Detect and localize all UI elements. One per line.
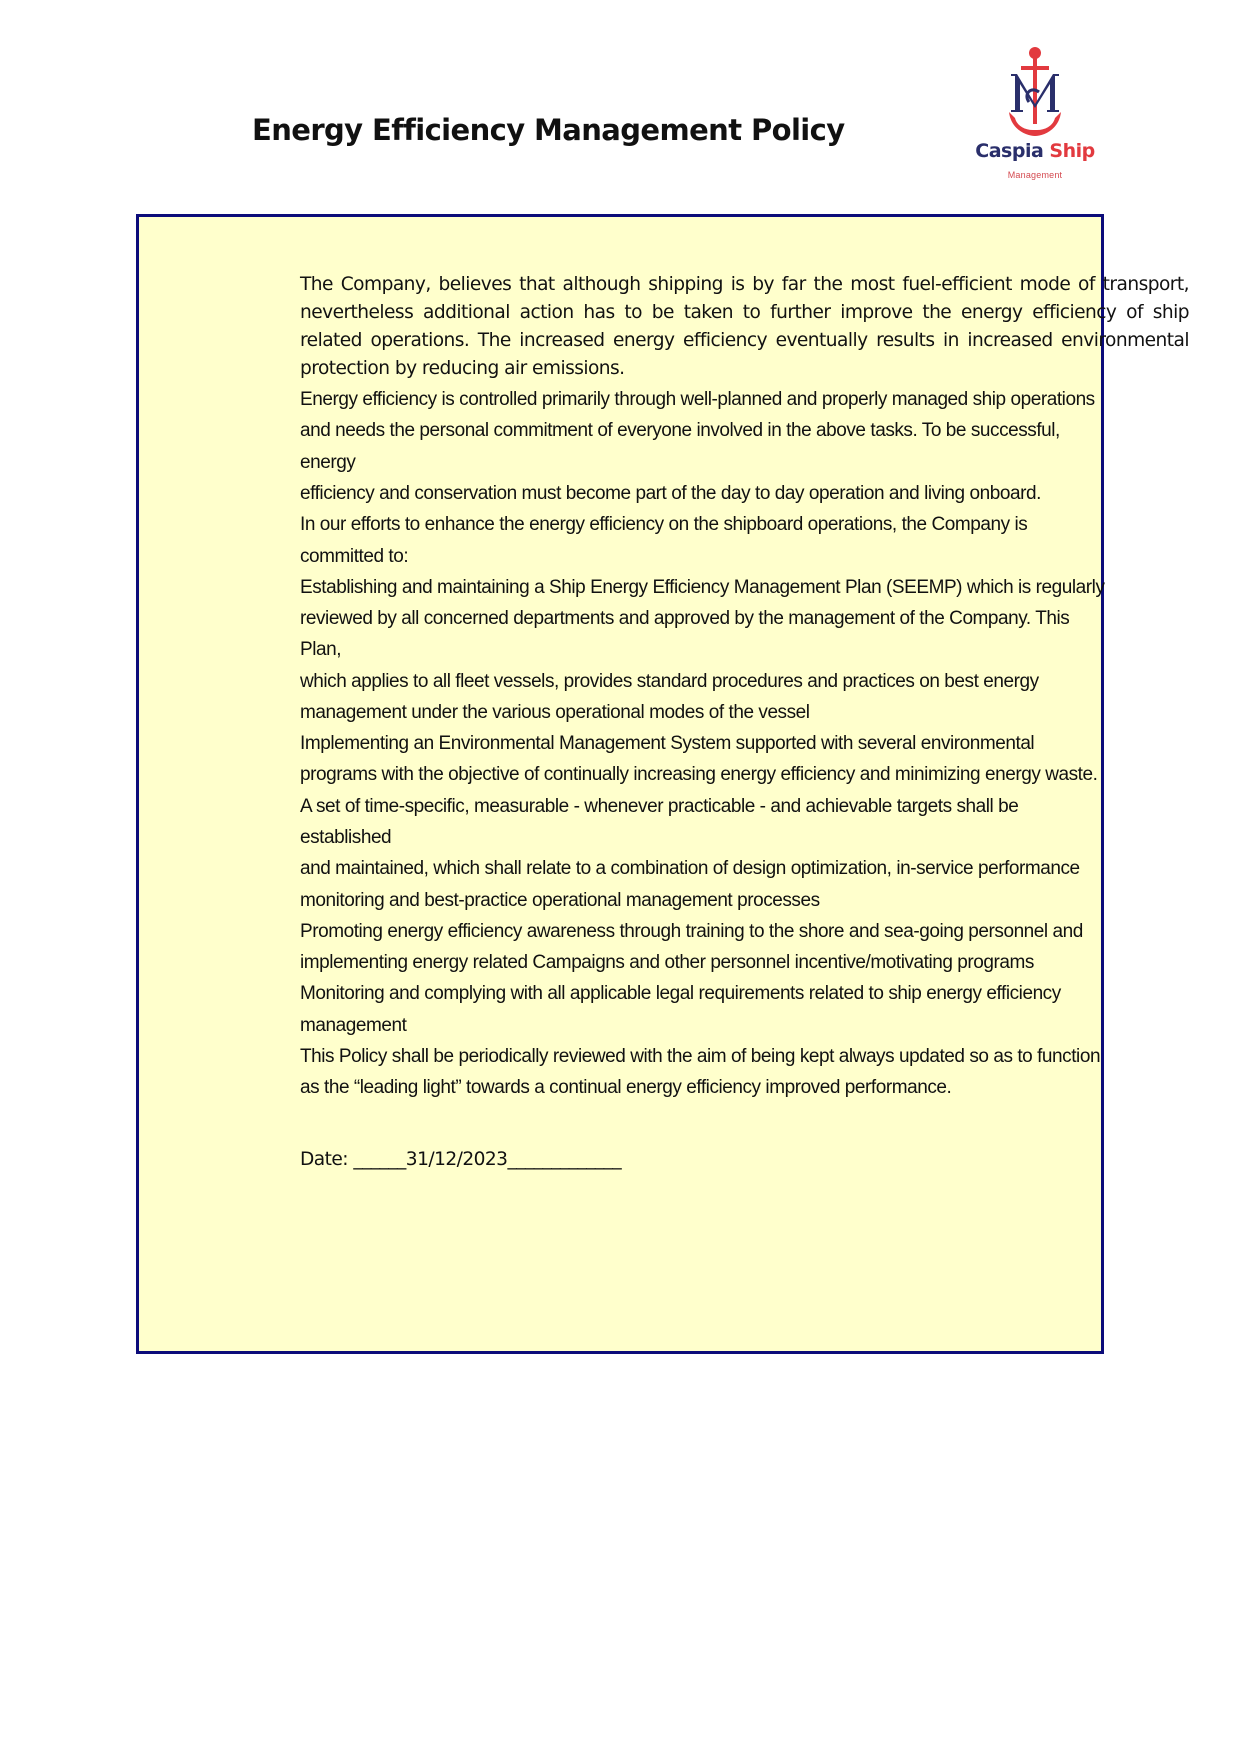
policy-line: reviewed by all concerned departments and approved by the management of the Company. This bbox=[300, 608, 1070, 629]
logo-name-part1: Caspia bbox=[975, 140, 1044, 162]
company-logo bbox=[960, 46, 1110, 186]
policy-line: The Company, believes that although shipping is by far the most fuel-efficient mode of transport, bbox=[300, 274, 1189, 295]
policy-line: Monitoring and complying with all applicable legal requirements related to ship energy efficiency bbox=[300, 983, 1061, 1004]
page-title: Energy Efficiency Management Policy bbox=[252, 113, 845, 147]
policy-line: as the “leading light” towards a continual energy efficiency improved performance. bbox=[300, 1077, 952, 1098]
date-line: Date: ______31/12/2023_____________ bbox=[300, 1149, 622, 1170]
logo-name-part2: Ship bbox=[1049, 140, 1095, 162]
policy-box bbox=[136, 214, 1189, 1354]
policy-line: Energy efficiency is controlled primarily through well-planned and properly managed ship operations bbox=[300, 389, 1095, 410]
policy-line: protection by reducing air emissions. bbox=[300, 358, 625, 379]
policy-line: and maintained, which shall relate to a combination of design optimization, in-service performance bbox=[300, 858, 1080, 879]
policy-line: management under the various operational modes of the vessel bbox=[300, 702, 810, 723]
policy-line: which applies to all fleet vessels, provides standard procedures and practices on best energy bbox=[300, 671, 1039, 692]
logo-subtitle: Management bbox=[1007, 170, 1063, 180]
policy-line: In our efforts to enhance the energy efficiency on the shipboard operations, the Company is bbox=[300, 514, 1028, 535]
policy-line: Implementing an Environmental Management System supported with several environmental bbox=[300, 733, 1035, 754]
anchor-logo-icon bbox=[1003, 46, 1067, 138]
policy-line: Plan, bbox=[300, 639, 342, 660]
policy-line: A set of time-specific, measurable - whenever practicable - and achievable targets shall be bbox=[300, 796, 1019, 817]
policy-line: This Policy shall be periodically reviewed with the aim of being kept always updated so as to function bbox=[300, 1046, 1101, 1067]
policy-line: established bbox=[300, 827, 392, 848]
policy-line: Promoting energy efficiency awareness through training to the shore and sea-going personnel and bbox=[300, 921, 1083, 942]
policy-line: committed to: bbox=[300, 546, 409, 567]
policy-line: efficiency and conservation must become part of the day to day operation and living onboard. bbox=[300, 483, 1041, 504]
policy-line: and needs the personal commitment of everyone involved in the above tasks. To be successful, bbox=[300, 420, 1060, 441]
logo-wordmark bbox=[960, 140, 1110, 162]
policy-line: related operations. The increased energy efficiency eventually results in increased environmental bbox=[300, 330, 1189, 351]
policy-line: programs with the objective of continually increasing energy efficiency and minimizing energy waste. bbox=[300, 764, 1098, 785]
policy-line: management bbox=[300, 1015, 407, 1036]
policy-line: Establishing and maintaining a Ship Energy Efficiency Management Plan (SEEMP) which is regularly bbox=[300, 577, 1105, 598]
policy-line: nevertheless additional action has to be taken to further improve the energy efficiency of ship bbox=[300, 302, 1189, 323]
policy-line: implementing energy related Campaigns and other personnel incentive/motivating programs bbox=[300, 952, 1034, 973]
policy-line: monitoring and best-practice operational management processes bbox=[300, 890, 820, 911]
policy-line: energy bbox=[300, 452, 356, 473]
